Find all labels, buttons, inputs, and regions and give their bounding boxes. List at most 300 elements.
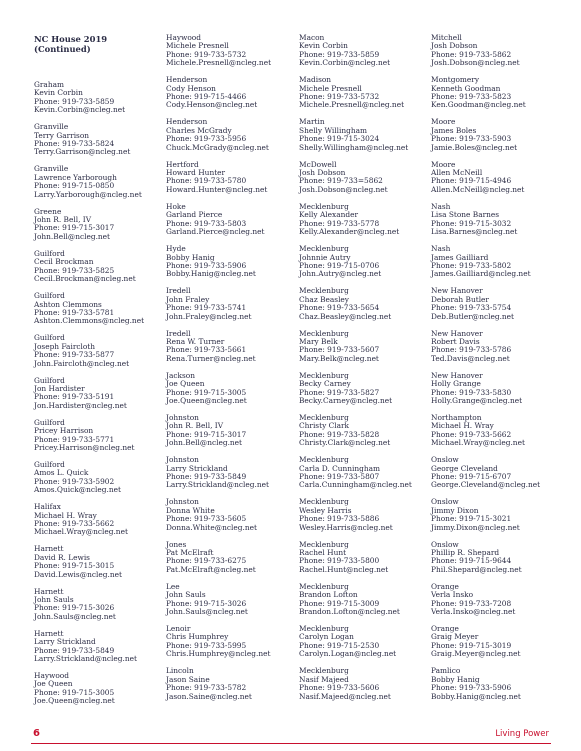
member-name: Nasif Majeed [299, 674, 349, 684]
county-name: Guilford [34, 459, 65, 469]
email-address: Rachel.Hunt@ncleg.net [299, 564, 389, 574]
county-name: Mecklenburg [299, 624, 349, 634]
email-address: Cecil.Brockman@ncleg.net [34, 274, 136, 284]
phone-number: Phone: 919-715-3024 [299, 134, 380, 144]
phone-number: Phone: 919-715-3005 [34, 687, 115, 697]
column-3 [299, 34, 425, 710]
member-name: Jimmy Dixon [431, 505, 479, 515]
phone-number: Phone: 919-733-5825 [34, 265, 115, 275]
member-name: James Boles [431, 125, 477, 135]
member-name: Mary Belk [299, 336, 338, 346]
county-name: Guilford [34, 417, 65, 427]
contact-entry [299, 625, 425, 659]
phone-number: Phone: 919-733-5800 [299, 556, 380, 566]
member-name: Josh Dobson [299, 168, 346, 178]
contact-entry [34, 630, 160, 664]
member-name: Jon Hardister [34, 383, 85, 393]
contact-entry [299, 118, 425, 152]
contact-entry [166, 414, 292, 448]
contact-entry [431, 372, 557, 406]
contact-entry [34, 419, 160, 453]
county-name: Harnett [34, 544, 64, 554]
member-name: John Sauls [166, 590, 206, 600]
phone-number: Phone: 919-715-4466 [166, 92, 247, 102]
contact-entry [431, 456, 557, 490]
email-address: Allen.McNeill@ncleg.net [431, 184, 525, 194]
email-address: Chris.Humphrey@ncleg.net [166, 649, 271, 659]
phone-number: Phone: 919-733-5781 [34, 307, 115, 317]
member-name: Charles McGrady [166, 125, 232, 135]
phone-number: Phone: 919-733-5782 [166, 683, 247, 693]
phone-number: Phone: 919-733=5862 [299, 176, 383, 186]
member-name: Joseph Faircloth [34, 341, 96, 351]
email-address: Lisa.Barnes@ncleg.net [431, 227, 518, 237]
email-address: Michele.Presnell@ncleg.net [299, 100, 405, 110]
member-name: Larry Strickland [166, 463, 228, 473]
contact-entry [431, 245, 557, 279]
contact-entry [166, 583, 292, 617]
email-address: Michael.Wray@ncleg.net [431, 438, 525, 448]
county-name: Greene [34, 206, 62, 216]
member-name: Lisa Stone Barnes [431, 210, 500, 220]
county-name: Guilford [34, 248, 65, 258]
phone-number: Phone: 919-733-5661 [166, 345, 247, 355]
contact-entry [34, 250, 160, 284]
phone-number: Phone: 919-715-3019 [431, 640, 512, 650]
contact-entry [166, 34, 292, 68]
contact-entry [299, 287, 425, 321]
phone-number: Phone: 919-733-5827 [299, 387, 380, 397]
email-address: Donna.White@ncleg.net [166, 522, 257, 532]
email-address: Larry.Yarborough@ncleg.net [34, 189, 142, 199]
contact-entry [431, 498, 557, 532]
contact-entry [166, 287, 292, 321]
email-address: Pat.McElraft@ncleg.net [166, 564, 256, 574]
email-address: Howard.Hunter@ncleg.net [166, 184, 268, 194]
contact-entry [166, 372, 292, 406]
county-name: Hertford [166, 159, 199, 169]
member-name: Phillip R. Shepard [431, 548, 500, 558]
member-name: David R. Lewis [34, 552, 90, 562]
contact-entry [166, 161, 292, 195]
footer-divider [31, 743, 551, 744]
phone-number: Phone: 919-733-5956 [166, 134, 247, 144]
county-name: Moore [431, 159, 456, 169]
email-address: Becky.Carney@ncleg.net [299, 395, 393, 405]
county-name: Guilford [34, 375, 65, 385]
contact-entry [431, 161, 557, 195]
county-name: Mecklenburg [299, 286, 349, 296]
county-name: Martin [299, 117, 325, 127]
contact-entry [299, 414, 425, 448]
phone-number: Phone: 919-733-5906 [431, 683, 512, 693]
county-name: Macon [299, 33, 325, 42]
email-address: George.Cleveland@ncleg.net [431, 480, 541, 490]
phone-number: Phone: 919-733-5191 [34, 392, 115, 402]
phone-number: Phone: 919-715-0706 [299, 260, 380, 270]
email-address: Kelly.Alexander@ncleg.net [299, 227, 400, 237]
member-name: Johnnie Autry [299, 252, 351, 262]
member-name: Bobby Hanig [166, 252, 215, 262]
contact-entry [431, 287, 557, 321]
county-name: Mecklenburg [299, 328, 349, 338]
phone-number: Phone: 919-733-5849 [166, 472, 247, 481]
email-address: Carla.Cunningham@ncleg.net [299, 480, 412, 490]
member-name: Pat McElraft [166, 548, 214, 558]
email-address: Jamie.Boles@ncleg.net [431, 142, 518, 152]
email-address: Pricey.Harrison@ncleg.net [34, 442, 135, 452]
contact-entry [166, 245, 292, 279]
phone-number: Phone: 919-715-4946 [431, 176, 512, 186]
county-name: Lee [166, 581, 180, 591]
member-name: John Fraley [166, 294, 210, 304]
phone-number: Phone: 919-733-5877 [34, 350, 115, 360]
county-name: Northampton [431, 412, 482, 422]
county-name: Moore [431, 117, 456, 127]
phone-number: Phone: 919-715-3032 [431, 218, 512, 228]
member-name: John R. Bell, IV [166, 421, 224, 431]
footer-brand: Living Power [495, 729, 549, 739]
email-address: Kevin.Corbin@ncleg.net [34, 105, 126, 115]
member-name: John R. Bell, IV [34, 215, 92, 225]
email-address: John.Fraley@ncleg.net [166, 311, 252, 321]
county-name: Haywood [34, 671, 69, 681]
member-name: Holly Grange [431, 379, 481, 389]
email-address: Verla.Insko@ncleg.net [431, 607, 516, 617]
county-name: Harnett [34, 628, 64, 638]
email-address: Graig.Meyer@ncleg.net [431, 649, 521, 659]
phone-number: Phone: 919-733-5732 [299, 92, 380, 102]
phone-number: Phone: 919-733-5902 [34, 476, 115, 486]
member-name: Chris Humphrey [166, 632, 229, 642]
phone-number: Phone: 919-733-6275 [166, 556, 247, 566]
email-address: Jimmy.Dixon@ncleg.net [431, 522, 520, 532]
county-name: Guilford [34, 291, 65, 301]
email-address: Brandon.Lofton@ncleg.net [299, 607, 400, 617]
phone-number: Phone: 919-733-5807 [299, 472, 380, 481]
phone-number: Phone: 919-733-5786 [431, 345, 512, 355]
county-name: McDowell [299, 159, 337, 169]
email-address: Jason.Saine@ncleg.net [166, 691, 252, 701]
phone-number: Phone: 919-733-5732 [166, 49, 247, 59]
page-number: 6 [33, 728, 40, 739]
email-address: Carolyn.Logan@ncleg.net [299, 649, 397, 659]
phone-number: Phone: 919-715-3017 [34, 223, 115, 233]
member-name: John Sauls [34, 595, 74, 605]
member-name: Michael H. Wray [431, 421, 494, 431]
county-name: Iredell [166, 286, 191, 296]
phone-number: Phone: 919-733-5662 [34, 519, 115, 528]
contact-entry [299, 330, 425, 364]
member-name: Cody Henson [166, 83, 216, 93]
member-name: Chaz Beasley [299, 294, 349, 304]
contact-entry [431, 118, 557, 152]
member-name: Rachel Hunt [299, 548, 347, 558]
phone-number: Phone: 919-733-5824 [34, 139, 115, 149]
member-name: Brandon Lofton [299, 590, 358, 600]
contact-entry [166, 330, 292, 364]
member-name: James Gailliard [431, 252, 489, 262]
member-name: Michael H. Wray [34, 510, 97, 520]
contact-entry [431, 414, 557, 448]
phone-number: Phone: 919-733-5606 [299, 683, 380, 693]
contact-entry [431, 34, 557, 68]
email-address: Ashton.Clemmons@ncleg.net [34, 316, 145, 326]
member-name: Deborah Butler [431, 294, 489, 304]
title-line-2: (Continued) [34, 44, 91, 54]
phone-number: Phone: 919-733-5802 [431, 260, 512, 270]
email-address: Michele.Presnell@ncleg.net [166, 58, 272, 68]
county-name: Harnett [34, 586, 64, 596]
phone-number: Phone: 919-733-5859 [34, 96, 115, 106]
column-4 [431, 34, 557, 710]
email-address: Michael.Wray@ncleg.net [34, 527, 128, 537]
member-name: Joe Queen [34, 679, 73, 689]
email-address: Jon.Hardister@ncleg.net [34, 400, 127, 410]
email-address: Chaz.Beasley@ncleg.net [299, 311, 392, 321]
email-address: Larry.Strickland@ncleg.net [34, 654, 137, 664]
county-name: Onslow [431, 539, 459, 549]
phone-number: Phone: 919-715-3026 [34, 603, 115, 613]
county-name: Johnston [166, 497, 199, 507]
contact-entry [299, 76, 425, 110]
phone-number: Phone: 919-733-5607 [299, 345, 380, 355]
page-title [34, 34, 160, 54]
phone-number: Phone: 919-715-9644 [431, 556, 512, 566]
county-name: Jones [166, 539, 187, 549]
member-name: Larry Strickland [34, 637, 96, 647]
email-address: John.Bell@ncleg.net [166, 438, 243, 448]
contact-entry [34, 208, 160, 242]
member-name: Pricey Harrison [34, 426, 94, 436]
contact-entry [34, 165, 160, 199]
member-name: George Cleveland [431, 463, 498, 473]
phone-number: Phone: 919-733-5780 [166, 176, 247, 186]
email-address: Josh.Dobson@ncleg.net [299, 184, 388, 194]
member-name: Shelly Willingham [299, 125, 368, 135]
phone-number: Phone: 919-715-3015 [34, 561, 115, 571]
contact-entry [166, 498, 292, 532]
phone-number: Phone: 919-733-5903 [431, 134, 512, 144]
phone-number: Phone: 919-715-3009 [299, 598, 380, 608]
county-name: Mecklenburg [299, 666, 349, 676]
email-address: Holly.Grange@ncleg.net [431, 395, 523, 405]
email-address: Bobby.Hanig@ncleg.net [431, 691, 521, 701]
county-name: Mecklenburg [299, 497, 349, 507]
phone-number: Phone: 919-733-5995 [166, 640, 247, 650]
phone-number: Phone: 919-715-3005 [166, 387, 247, 397]
member-name: Michele Presnell [299, 83, 362, 93]
member-name: Kelly Alexander [299, 210, 358, 220]
county-name: Mitchell [431, 33, 462, 42]
email-address: John.Sauls@ncleg.net [34, 611, 116, 621]
county-name: New Hanover [431, 370, 483, 380]
phone-number: Phone: 919-733-5654 [299, 303, 380, 313]
phone-number: Phone: 919-715-0850 [34, 181, 115, 191]
member-name: Lawrence Yarborough [34, 172, 117, 182]
county-name: Nash [431, 201, 451, 211]
contact-entry [34, 461, 160, 495]
county-name: Granville [34, 164, 69, 174]
member-name: Ashton Clemmons [34, 299, 102, 309]
email-address: Bobby.Hanig@ncleg.net [166, 269, 256, 279]
county-name: Hoke [166, 201, 186, 211]
county-name: Mecklenburg [299, 244, 349, 254]
contact-entry [34, 334, 160, 368]
member-name: Howard Hunter [166, 168, 226, 178]
member-name: Carla D. Cunningham [299, 463, 381, 473]
contact-entry [34, 545, 160, 579]
county-name: Mecklenburg [299, 539, 349, 549]
county-name: Haywood [166, 33, 201, 42]
email-address: Ted.Davis@ncleg.net [431, 353, 510, 363]
phone-number: Phone: 919-733-5741 [166, 303, 247, 313]
email-address: Nasif.Majeed@ncleg.net [299, 691, 391, 701]
member-name: Robert Davis [431, 336, 480, 346]
email-address: Garland.Pierce@ncleg.net [166, 227, 265, 237]
member-name: Allen McNeill [431, 168, 483, 178]
county-name: Mecklenburg [299, 201, 349, 211]
email-address: Chuck.McGrady@ncleg.net [166, 142, 269, 152]
county-name: Orange [431, 581, 459, 591]
member-name: Terry Garrison [34, 130, 90, 140]
column-2 [166, 34, 292, 710]
member-name: Verla Insko [431, 590, 474, 600]
email-address: Christy.Clark@ncleg.net [299, 438, 391, 448]
county-name: Johnston [166, 412, 199, 422]
contact-entry [299, 456, 425, 490]
email-address: John.Sauls@ncleg.net [166, 607, 248, 617]
county-name: Mecklenburg [299, 412, 349, 422]
email-address: Larry.Strickland@ncleg.net [166, 480, 269, 490]
email-address: Deb.Butler@ncleg.net [431, 311, 515, 321]
contact-entry [166, 76, 292, 110]
email-address: John.Autry@ncleg.net [299, 269, 382, 279]
county-name: Hyde [166, 244, 186, 254]
contact-entry [299, 583, 425, 617]
email-address: Terry.Garrison@ncleg.net [34, 147, 131, 157]
contact-entry [299, 667, 425, 701]
email-address: John.Faircloth@ncleg.net [34, 358, 130, 368]
member-name: Amos L. Quick [34, 468, 89, 478]
contact-entry [431, 625, 557, 659]
county-name: Orange [431, 624, 459, 634]
county-name: Henderson [166, 117, 208, 127]
phone-number: Phone: 919-733-5778 [299, 218, 380, 228]
contact-entry [299, 245, 425, 279]
member-name: Becky Carney [299, 379, 351, 389]
county-name: Lenoir [166, 624, 191, 634]
member-name: Joe Queen [166, 379, 205, 389]
county-name: New Hanover [431, 328, 483, 338]
member-name: Carolyn Logan [299, 632, 354, 642]
member-name: Bobby Hanig [431, 674, 480, 684]
contact-entry [166, 203, 292, 237]
email-address: Shelly.Willingham@ncleg.net [299, 142, 409, 152]
phone-number: Phone: 919-715-2530 [299, 640, 380, 650]
county-name: Lincoln [166, 666, 194, 676]
county-name: New Hanover [431, 286, 483, 296]
phone-number: Phone: 919-733-5859 [299, 49, 380, 59]
email-address: Phil.Shepard@ncleg.net [431, 564, 522, 574]
phone-number: Phone: 919-733-5662 [431, 429, 512, 439]
phone-number: Phone: 919-733-5849 [34, 645, 115, 655]
member-name: Josh Dobson [431, 41, 478, 51]
member-name: Garland Pierce [166, 210, 223, 220]
phone-number: Phone: 919-715-3026 [166, 598, 247, 608]
county-name: Halifax [34, 502, 61, 512]
county-name: Graham [34, 80, 65, 89]
phone-number: Phone: 919-733-5906 [166, 260, 247, 270]
email-address: Cody.Henson@ncleg.net [166, 100, 258, 110]
county-name: Guilford [34, 333, 65, 343]
county-name: Granville [34, 122, 69, 132]
phone-number: Phone: 919-733-5754 [431, 303, 512, 313]
phone-number: Phone: 919-733-7208 [431, 598, 512, 608]
contact-entry [166, 667, 292, 701]
contact-entry [166, 541, 292, 575]
phone-number: Phone: 919-733-5803 [166, 218, 247, 228]
contact-entry [299, 498, 425, 532]
contact-entry [431, 203, 557, 237]
contact-entry [166, 118, 292, 152]
member-name: Michele Presnell [166, 41, 229, 51]
phone-number: Phone: 919-733-5605 [166, 514, 247, 524]
contact-entry [34, 503, 160, 537]
county-name: Johnston [166, 455, 199, 465]
phone-number: Phone: 919-715-6707 [431, 472, 512, 481]
county-name: Montgomery [431, 75, 480, 85]
contact-entry [431, 76, 557, 110]
column-1 [34, 34, 160, 714]
email-address: Amos.Quick@ncleg.net [34, 485, 121, 495]
member-name: Cecil Brockman [34, 257, 94, 267]
county-name: Henderson [166, 75, 208, 85]
email-address: James.Gailliard@ncleg.net [431, 269, 531, 279]
county-name: Iredell [166, 328, 191, 338]
county-name: Nash [431, 244, 451, 254]
member-name: Rena W. Turner [166, 336, 225, 346]
member-name: Kenneth Goodman [431, 83, 501, 93]
contact-entry [431, 667, 557, 701]
member-name: Donna White [166, 505, 215, 515]
contact-entry [431, 541, 557, 575]
email-address: Wesley.Harris@ncleg.net [299, 522, 393, 532]
county-name: Mecklenburg [299, 455, 349, 465]
county-name: Pamlico [431, 666, 461, 676]
email-address: Ken.Goodman@ncleg.net [431, 100, 526, 110]
contact-entry [34, 81, 160, 115]
county-name: Onslow [431, 455, 459, 465]
contact-entry [299, 161, 425, 195]
county-name: Madison [299, 75, 332, 85]
member-name: Christy Clark [299, 421, 350, 431]
county-name: Jackson [166, 370, 195, 380]
email-address: Mary.Belk@ncleg.net [299, 353, 379, 363]
contact-entry [299, 372, 425, 406]
phone-number: Phone: 919-733-5828 [299, 429, 380, 439]
phone-number: Phone: 919-733-5830 [431, 387, 512, 397]
email-address: Josh.Dobson@ncleg.net [431, 58, 520, 68]
county-name: Onslow [431, 497, 459, 507]
title-line-1: NC House 2019 [34, 34, 108, 44]
contact-entry [34, 588, 160, 622]
phone-number: Phone: 919-733-5886 [299, 514, 380, 524]
county-name: Mecklenburg [299, 370, 349, 380]
email-address: Kevin.Corbin@ncleg.net [299, 58, 391, 68]
contact-entry [34, 292, 160, 326]
email-address: Joe.Queen@ncleg.net [34, 696, 115, 706]
